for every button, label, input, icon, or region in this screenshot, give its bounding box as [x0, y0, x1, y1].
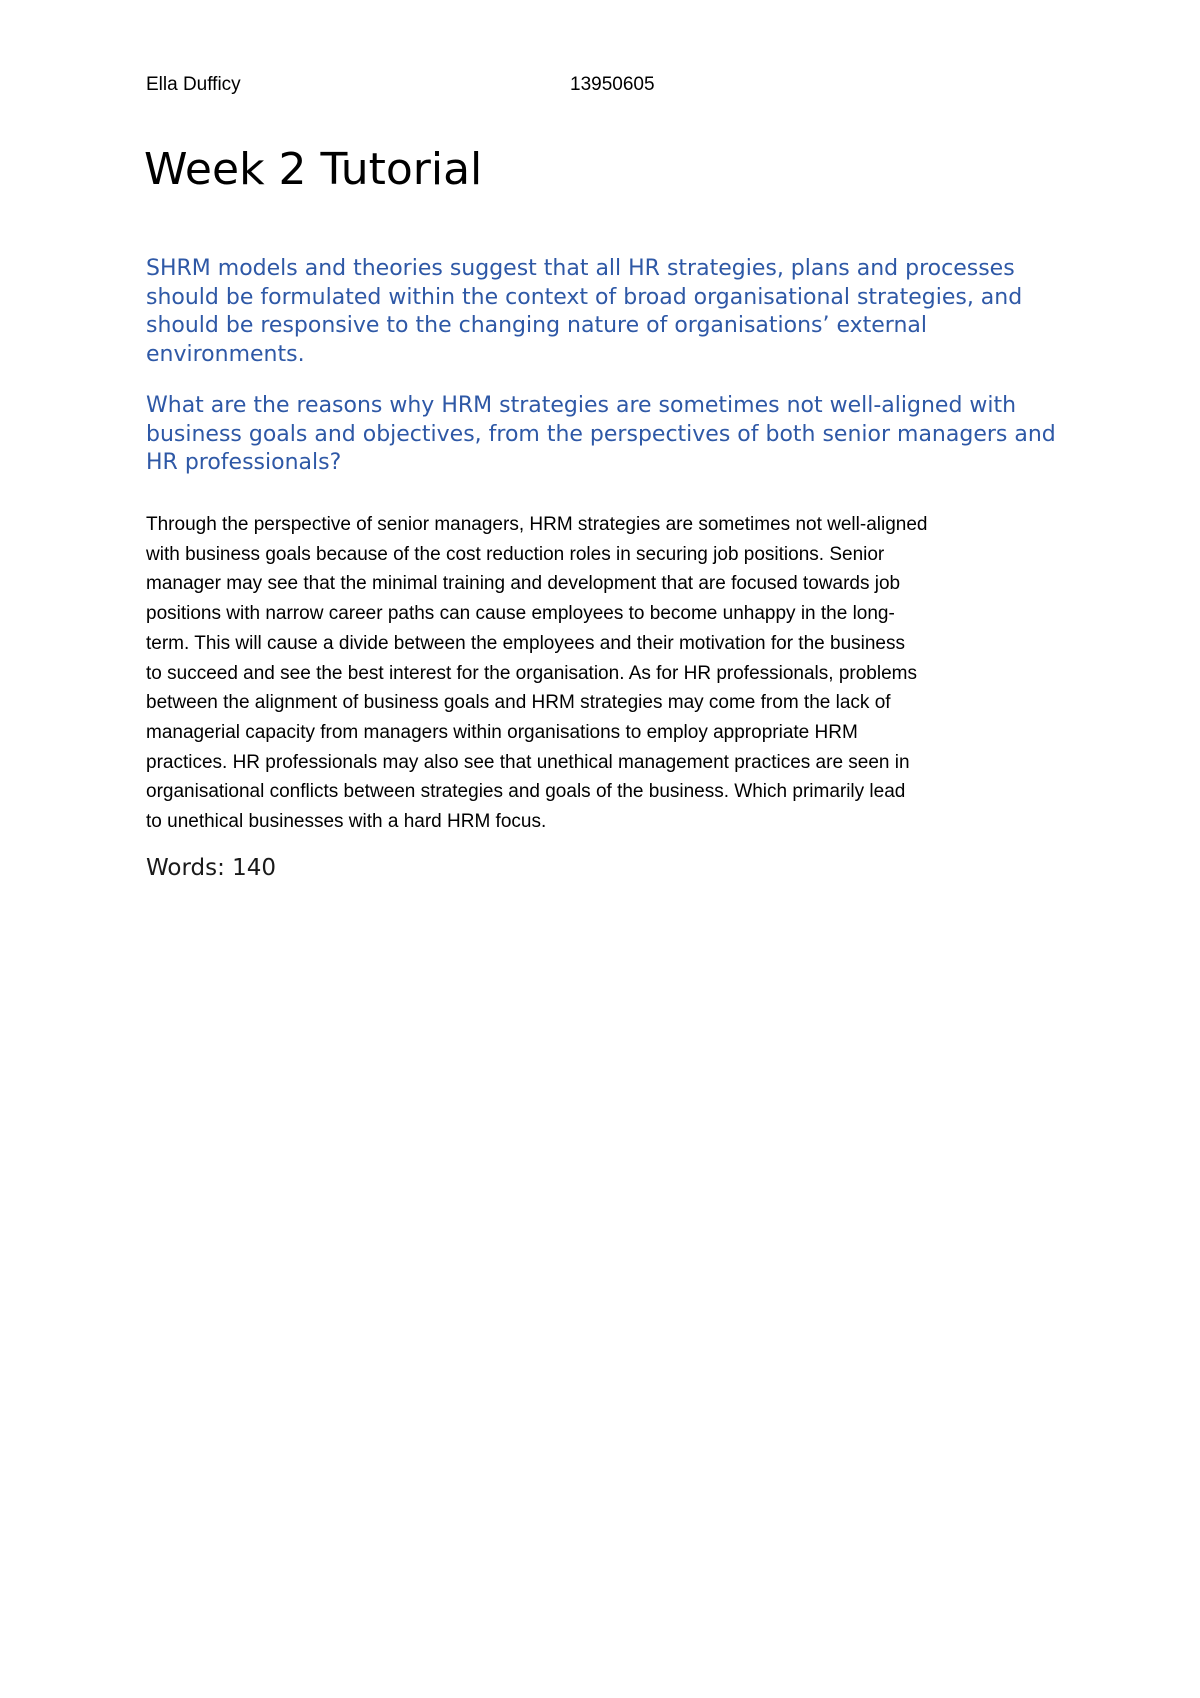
answer-line: managerial capacity from managers within organisations to employ appropriate HRM [146, 721, 858, 743]
question-prompt-paragraph: What are the reasons why HRM strategies are sometimes not well-aligned with business goals and objectives, from the perspectives of both senior managers and HR professionals? [146, 393, 1056, 475]
question-context-paragraph: SHRM models and theories suggest that all HR strategies, plans and processes should be formulated within the context of broad organisational strategies, and should be responsive to the changing nature of organisations’ external environments. [146, 256, 1023, 367]
word-count: Words: 140 [146, 855, 277, 881]
author-name: Ella Dufficy [146, 74, 241, 95]
student-id: 13950605 [570, 74, 655, 95]
answer-paragraph [146, 510, 1066, 837]
answer-line: to succeed and see the best interest for the organisation. As for HR professionals, problems [146, 662, 917, 684]
answer-line: organisational conflicts between strategies and goals of the business. Which primarily lead [146, 781, 906, 803]
answer-line: to unethical businesses with a hard HRM focus. [146, 811, 547, 833]
answer-line: between the alignment of business goals and HRM strategies may come from the lack of [146, 692, 891, 714]
answer-line: positions with narrow career paths can cause employees to become unhappy in the long- [146, 603, 895, 625]
answer-line: practices. HR professionals may also see that unethical management practices are seen in [146, 751, 910, 773]
answer-line: manager may see that the minimal training and development that are focused towards job [146, 573, 901, 595]
answer-line: with business goals because of the cost reduction roles in securing job positions. Senior [146, 543, 885, 565]
document-header [146, 74, 1046, 102]
answer-line: term. This will cause a divide between the employees and their motivation for the business [146, 632, 905, 654]
answer-line: Through the perspective of senior managers, HRM strategies are sometimes not well-aligned [146, 514, 928, 535]
document-title: Week 2 Tutorial [144, 144, 483, 195]
